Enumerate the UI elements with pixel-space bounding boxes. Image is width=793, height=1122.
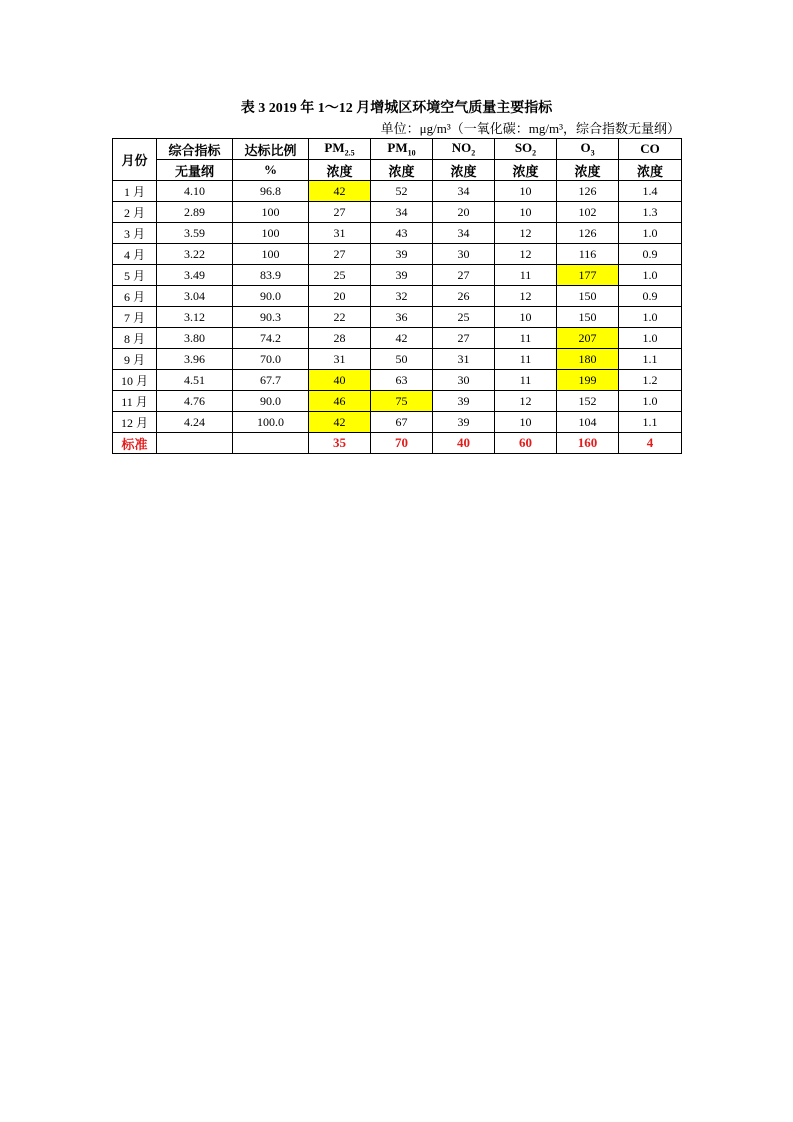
cell-ratio: 96.8	[233, 181, 309, 202]
header-pm25-base: PM	[324, 140, 345, 156]
cell-ratio: 83.9	[233, 265, 309, 286]
cell-ratio: 90.3	[233, 307, 309, 328]
standard-no2: 40	[433, 433, 495, 454]
table-row	[113, 328, 682, 349]
cell-ratio: 70.0	[233, 349, 309, 370]
cell-no2: 27	[433, 265, 495, 286]
cell-pm10: 67	[371, 412, 433, 433]
cell-ratio: 100	[233, 202, 309, 223]
cell-pm25: 42	[309, 181, 371, 202]
cell-pm10: 36	[371, 307, 433, 328]
cell-co: 0.9	[619, 286, 682, 307]
header-o3-conc: 浓度	[557, 160, 619, 181]
cell-month: 7 月	[113, 307, 157, 328]
cell-month: 4 月	[113, 244, 157, 265]
cell-pm10: 32	[371, 286, 433, 307]
header-no2	[433, 139, 495, 160]
cell-pm10: 50	[371, 349, 433, 370]
cell-co: 1.0	[619, 223, 682, 244]
table-row	[113, 265, 682, 286]
cell-o3: 116	[557, 244, 619, 265]
cell-o3: 150	[557, 286, 619, 307]
header-o3-sub: 3	[590, 148, 595, 158]
cell-pm10: 34	[371, 202, 433, 223]
cell-composite: 4.10	[157, 181, 233, 202]
header-o3-base: O	[580, 140, 591, 156]
cell-composite: 2.89	[157, 202, 233, 223]
cell-month: 9 月	[113, 349, 157, 370]
header-so2-sub: 2	[532, 148, 537, 158]
cell-co: 1.0	[619, 307, 682, 328]
cell-month: 12 月	[113, 412, 157, 433]
header-so2-base: SO	[514, 140, 533, 156]
cell-so2: 10	[495, 307, 557, 328]
standard-so2: 60	[495, 433, 557, 454]
cell-pm10: 52	[371, 181, 433, 202]
cell-co: 1.1	[619, 412, 682, 433]
cell-month: 11 月	[113, 391, 157, 412]
cell-co: 1.2	[619, 370, 682, 391]
header-so2	[495, 139, 557, 160]
cell-so2: 11	[495, 265, 557, 286]
cell-o3: 126	[557, 223, 619, 244]
cell-co: 1.4	[619, 181, 682, 202]
cell-ratio: 100.0	[233, 412, 309, 433]
cell-month: 8 月	[113, 328, 157, 349]
header-ratio-unit: %	[233, 160, 309, 181]
cell-pm25: 40	[309, 370, 371, 391]
cell-o3: 126	[557, 181, 619, 202]
cell-pm10: 43	[371, 223, 433, 244]
table-row	[113, 244, 682, 265]
cell-month: 1 月	[113, 181, 157, 202]
cell-so2: 10	[495, 181, 557, 202]
unit-note: 单位：μg/m³（一氧化碳：mg/m³，综合指数无量纲）	[380, 121, 680, 136]
cell-so2: 12	[495, 391, 557, 412]
cell-no2: 30	[433, 244, 495, 265]
cell-pm25: 27	[309, 244, 371, 265]
cell-so2: 12	[495, 286, 557, 307]
table-row	[113, 223, 682, 244]
header-pm10-conc: 浓度	[371, 160, 433, 181]
standard-empty	[233, 433, 309, 454]
cell-composite: 3.12	[157, 307, 233, 328]
cell-pm10: 39	[371, 265, 433, 286]
cell-pm10: 75	[371, 391, 433, 412]
cell-month: 10 月	[113, 370, 157, 391]
cell-co: 1.1	[619, 349, 682, 370]
header-pm25-sub: 2.5	[344, 148, 355, 158]
standard-row	[113, 433, 682, 454]
cell-pm25: 31	[309, 349, 371, 370]
table-row	[113, 202, 682, 223]
header-ratio: 达标比例	[233, 139, 309, 160]
cell-no2: 20	[433, 202, 495, 223]
cell-month: 5 月	[113, 265, 157, 286]
table-row	[113, 349, 682, 370]
cell-o3: 102	[557, 202, 619, 223]
cell-ratio: 100	[233, 244, 309, 265]
cell-month: 6 月	[113, 286, 157, 307]
header-row-2	[113, 160, 682, 181]
header-composite: 综合指标	[157, 139, 233, 160]
cell-ratio: 90.0	[233, 286, 309, 307]
cell-no2: 39	[433, 391, 495, 412]
table-row	[113, 370, 682, 391]
cell-so2: 12	[495, 223, 557, 244]
cell-composite: 4.76	[157, 391, 233, 412]
cell-ratio: 100	[233, 223, 309, 244]
cell-no2: 34	[433, 181, 495, 202]
header-pm10-sub: 10	[407, 148, 416, 158]
table-title: 表 3 2019 年 1～12 月增城区环境空气质量主要指标	[240, 101, 553, 116]
table-row	[113, 412, 682, 433]
table-row	[113, 307, 682, 328]
table-row	[113, 391, 682, 412]
header-pm10	[371, 139, 433, 160]
cell-so2: 11	[495, 328, 557, 349]
header-no2-conc: 浓度	[433, 160, 495, 181]
cell-pm25: 42	[309, 412, 371, 433]
cell-pm25: 28	[309, 328, 371, 349]
cell-pm10: 42	[371, 328, 433, 349]
header-month: 月份	[113, 139, 157, 181]
cell-no2: 30	[433, 370, 495, 391]
cell-composite: 3.80	[157, 328, 233, 349]
cell-co: 0.9	[619, 244, 682, 265]
cell-ratio: 90.0	[233, 391, 309, 412]
standard-label: 标准	[113, 433, 157, 454]
cell-so2: 10	[495, 202, 557, 223]
cell-ratio: 74.2	[233, 328, 309, 349]
standard-co: 4	[619, 433, 682, 454]
cell-composite: 3.22	[157, 244, 233, 265]
cell-composite: 3.49	[157, 265, 233, 286]
cell-no2: 25	[433, 307, 495, 328]
header-co: CO	[619, 139, 682, 160]
standard-pm10: 70	[371, 433, 433, 454]
standard-pm25: 35	[309, 433, 371, 454]
cell-no2: 31	[433, 349, 495, 370]
cell-composite: 4.51	[157, 370, 233, 391]
cell-month: 3 月	[113, 223, 157, 244]
header-pm10-base: PM	[387, 140, 408, 156]
cell-composite: 4.24	[157, 412, 233, 433]
cell-o3: 207	[557, 328, 619, 349]
cell-co: 1.0	[619, 328, 682, 349]
cell-pm10: 39	[371, 244, 433, 265]
cell-o3: 180	[557, 349, 619, 370]
cell-no2: 39	[433, 412, 495, 433]
cell-so2: 11	[495, 370, 557, 391]
cell-o3: 104	[557, 412, 619, 433]
cell-o3: 199	[557, 370, 619, 391]
header-pm25	[309, 139, 371, 160]
header-so2-conc: 浓度	[495, 160, 557, 181]
table-row	[113, 181, 682, 202]
cell-composite: 3.04	[157, 286, 233, 307]
standard-empty	[157, 433, 233, 454]
cell-ratio: 67.7	[233, 370, 309, 391]
header-row-1	[113, 139, 682, 160]
header-pm25-conc: 浓度	[309, 160, 371, 181]
cell-co: 1.0	[619, 265, 682, 286]
cell-no2: 26	[433, 286, 495, 307]
cell-so2: 12	[495, 244, 557, 265]
header-composite-unit: 无量纲	[157, 160, 233, 181]
cell-no2: 34	[433, 223, 495, 244]
cell-so2: 10	[495, 412, 557, 433]
header-no2-base: NO	[451, 140, 472, 156]
cell-pm25: 22	[309, 307, 371, 328]
table-row	[113, 286, 682, 307]
cell-o3: 152	[557, 391, 619, 412]
cell-pm25: 27	[309, 202, 371, 223]
cell-composite: 3.59	[157, 223, 233, 244]
cell-pm10: 63	[371, 370, 433, 391]
cell-pm25: 31	[309, 223, 371, 244]
cell-co: 1.3	[619, 202, 682, 223]
header-co-conc: 浓度	[619, 160, 682, 181]
cell-month: 2 月	[113, 202, 157, 223]
air-quality-table	[112, 138, 682, 454]
cell-pm25: 46	[309, 391, 371, 412]
cell-co: 1.0	[619, 391, 682, 412]
standard-o3: 160	[557, 433, 619, 454]
cell-pm25: 20	[309, 286, 371, 307]
cell-so2: 11	[495, 349, 557, 370]
cell-composite: 3.96	[157, 349, 233, 370]
header-o3	[557, 139, 619, 160]
cell-o3: 150	[557, 307, 619, 328]
cell-no2: 27	[433, 328, 495, 349]
cell-o3: 177	[557, 265, 619, 286]
cell-pm25: 25	[309, 265, 371, 286]
header-no2-sub: 2	[471, 148, 476, 158]
